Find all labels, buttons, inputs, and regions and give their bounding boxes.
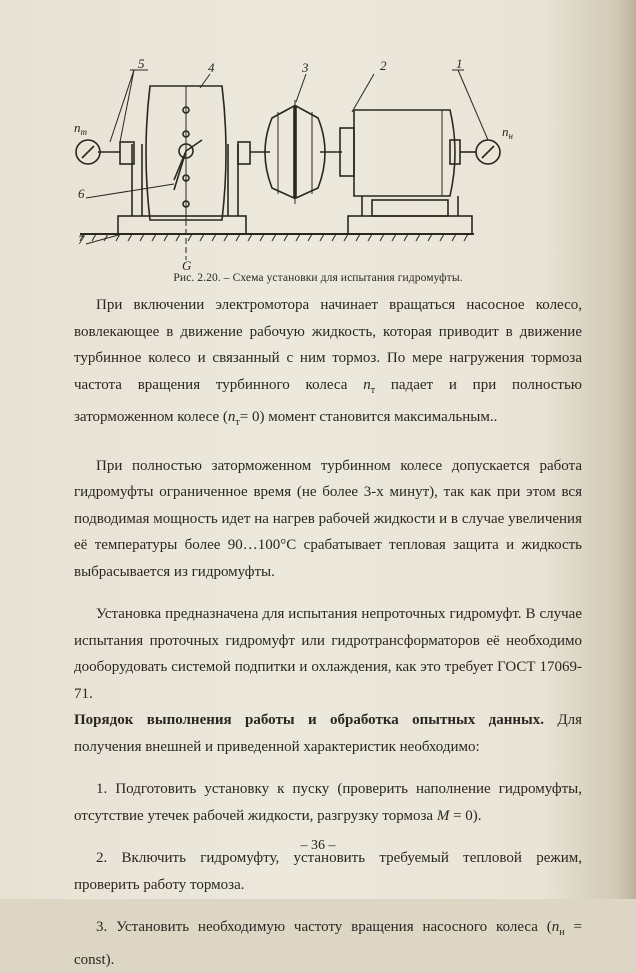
- label-nn: n: [502, 124, 509, 139]
- step-3-var-nn-sub: н: [559, 927, 565, 938]
- p1-var-nt-sub: т: [370, 384, 376, 396]
- step-1-text-a: 1. Подготовить установку к пуску (проверить наполнение гидромуфты, отсутствие утечек рабочей жидкости, разгрузку тормоза: [74, 781, 582, 824]
- label-nn-sub: н: [508, 131, 513, 141]
- p1-text-c: = 0) момент становится максимальным..: [239, 409, 498, 425]
- paragraph-1: [74, 292, 582, 437]
- procedure-intro: Для получения внешней и приведенной характеристик необходимо:: [74, 712, 582, 755]
- label-6: 6: [78, 186, 85, 201]
- paragraph-4: [74, 707, 582, 760]
- svg-text:nн: [502, 124, 514, 141]
- figure-caption: Рис. 2.20. – Схема установки для испытания гидромуфты.: [173, 272, 463, 284]
- label-2: 2: [380, 58, 387, 73]
- step-1-var-m: M: [436, 807, 450, 824]
- step-3: [74, 914, 582, 973]
- label-g: G: [182, 258, 192, 273]
- test-rig-diagram: [62, 48, 548, 272]
- label-7: 7: [78, 232, 85, 247]
- page-number: – 36 –: [300, 838, 336, 853]
- step-3-text-a: 3. Установить необходимую частоту вращения насосного колеса (: [96, 919, 552, 935]
- step-3-text-b: = const).: [74, 919, 582, 968]
- step-2: 2. Включить гидромуфту, установить требуемый тепловой режим, проверить работу тормоза.: [74, 850, 582, 893]
- step-1-text-b: = 0).: [449, 807, 482, 824]
- step-1: [74, 776, 582, 829]
- label-1: 1: [456, 56, 463, 71]
- paragraph-2: При полностью заторможенном турбинном колесе допускается работа гидромуфты ограниченное время (не более 3-х минут), так как при этом вся подводимая мощность идет на нагрев рабочей жидкости и в случае увеличения её температуры более 90…100°С срабатывает тепловая защита и жидкость выбрасывается из гидромуфты.: [74, 457, 582, 580]
- label-5: 5: [138, 56, 145, 71]
- procedure-heading: Порядок выполнения работы и обработка опытных данных.: [74, 712, 544, 728]
- label-3: 3: [302, 60, 309, 75]
- label-nt-sub: т: [80, 127, 87, 137]
- p1-text-a: При включении электромотора начинает вращаться насосное колесо, вовлекающее в движение рабочую жидкость, которая приводит в движение турбинное колесо и связанный с ним тормоз. По мере нагружения тормоза частота вращения турбинного колеса: [74, 297, 582, 393]
- test-rig-schematic: [62, 48, 548, 272]
- svg-text:nт: [74, 120, 88, 137]
- label-4: 4: [208, 60, 215, 75]
- p1-text-b: падает и при полностью заторможенном колесе (: [74, 376, 583, 425]
- p1-var-nt: n: [363, 376, 371, 393]
- p1-var-nt2-sub: т: [235, 417, 240, 428]
- label-nt: n: [74, 120, 81, 135]
- step-3-var-nn: n: [551, 919, 560, 935]
- body-text: [74, 292, 582, 973]
- p1-var-nt2: n: [227, 409, 236, 425]
- paragraph-3: Установка предназначена для испытания непроточных гидромуфт. В случае испытания проточных гидромуфт или гидротрансформаторов её необходимо дооборудовать системой подпитки и охлаждения, как это требует ГОСТ 17069-71.: [74, 606, 582, 702]
